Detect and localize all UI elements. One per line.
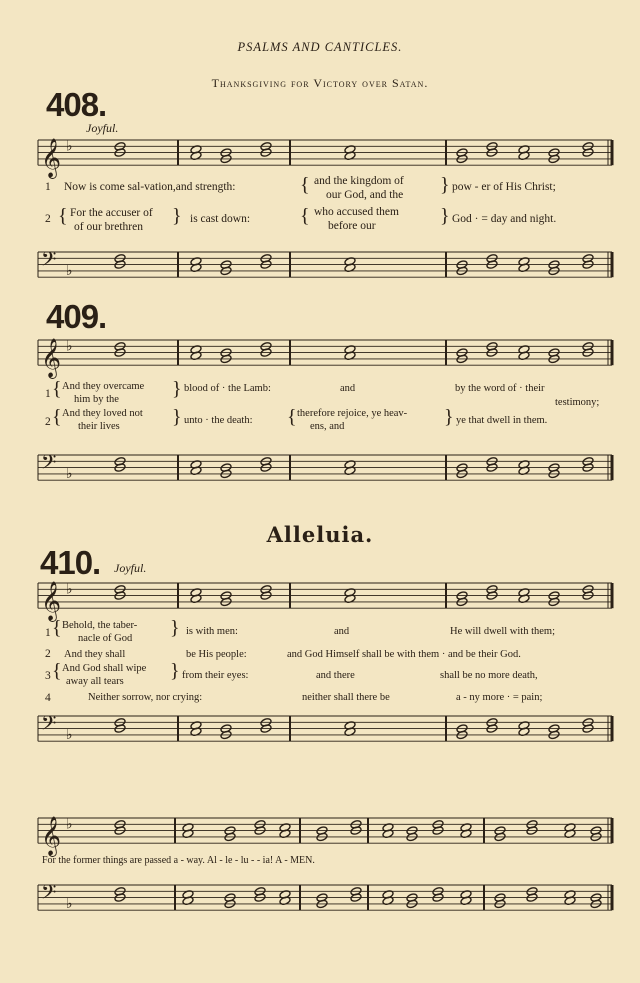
lyric-line: And God shall wipe — [62, 663, 147, 674]
bass-clef-icon: 𝄢 — [41, 880, 57, 909]
lyric-line: And they overcame — [62, 381, 145, 392]
lyric-line: is cast down: — [190, 213, 251, 225]
verse-number: 3 — [45, 670, 51, 682]
treble-clef-icon: 𝄞 — [41, 581, 62, 622]
lyric-line: pow - er of His Christ; — [452, 181, 556, 193]
lyric-line: away all tears — [66, 676, 124, 687]
brace: } — [170, 660, 180, 682]
section-title-alleluia: Alleluia. — [266, 522, 374, 547]
lyric-line: from their eyes: — [182, 670, 249, 681]
brace: { — [52, 617, 62, 639]
bass-clef-icon: 𝄢 — [41, 450, 57, 479]
lyric-line: ens, and — [310, 421, 345, 432]
lyric-line: Now is come sal-vation,and strength: — [64, 181, 236, 193]
lyric-line: unto · the death: — [184, 415, 253, 426]
brace: } — [172, 378, 182, 400]
brace: } — [444, 406, 454, 428]
lyric-line: He will dwell with them; — [450, 626, 555, 637]
lyric-line: and there — [316, 670, 355, 681]
lyric-line: before our — [328, 220, 376, 232]
chant-number-408: 408. — [46, 86, 107, 123]
brace: } — [170, 617, 180, 639]
brace: } — [172, 406, 182, 428]
lyric-line: Neither sorrow, nor crying: — [88, 692, 203, 703]
brace: { — [52, 378, 62, 400]
brace: { — [300, 205, 310, 227]
lyric-line: And they shall — [64, 649, 126, 660]
lyric-line: nacle of God — [78, 633, 133, 644]
treble-clef-icon: 𝄞 — [41, 138, 62, 179]
flat-sign-icon: ♭ — [66, 262, 73, 279]
brace: } — [440, 174, 450, 196]
verse-number: 2 — [45, 416, 51, 428]
verse-number: 1 — [45, 388, 51, 400]
lyric-line: and — [340, 383, 356, 394]
treble-clef-icon: 𝄞 — [41, 816, 62, 857]
flat-sign-icon: ♭ — [66, 581, 73, 598]
flat-sign-icon: ♭ — [66, 465, 73, 482]
lyric-line: and the kingdom of — [314, 175, 404, 187]
lyric-line: and — [334, 626, 350, 637]
brace: { — [300, 174, 310, 196]
brace: { — [287, 406, 297, 428]
flat-sign-icon: ♭ — [66, 138, 73, 155]
lyric-line: our God, and the — [326, 189, 404, 201]
lyric-line: blood of · the Lamb: — [184, 383, 271, 394]
lyric-line: ye that dwell in them. — [456, 415, 548, 426]
chant-number-409: 409. — [46, 298, 107, 335]
lyric-line: be His people: — [186, 649, 247, 660]
lyric-line: by the word of · their — [455, 383, 545, 394]
treble-clef-icon: 𝄞 — [41, 338, 62, 379]
verse-number: 2 — [45, 648, 51, 660]
lyric-line: therefore rejoice, ye heav- — [297, 408, 408, 419]
lyric-line: is with men: — [186, 626, 238, 637]
hymn-subtitle: Thanksgiving for Victory over Satan. — [211, 76, 429, 90]
chant-number-410: 410. — [40, 544, 101, 581]
lyric-line: testimony; — [555, 397, 600, 408]
bass-clef-icon: 𝄢 — [41, 247, 57, 276]
brace: } — [172, 205, 182, 227]
flat-sign-icon: ♭ — [66, 726, 73, 743]
flat-sign-icon: ♭ — [66, 895, 73, 912]
tempo-mark-410: Joyful. — [114, 561, 147, 575]
brace: } — [440, 205, 450, 227]
lyric-line: of our brethren — [74, 221, 143, 233]
verse-number: 1 — [45, 181, 51, 193]
brace: { — [58, 205, 68, 227]
lyric-line: who accused them — [314, 206, 399, 218]
lyric-line: God · = day and night. — [452, 213, 557, 225]
verse-number: 4 — [45, 692, 51, 704]
bass-clef-icon: 𝄢 — [41, 711, 57, 740]
lyric-line: For the accuser of — [70, 207, 153, 219]
lyric-line: neither shall there be — [302, 692, 390, 703]
brace: { — [52, 406, 62, 428]
running-title: PSALMS AND CANTICLES. — [237, 40, 403, 54]
brace: { — [52, 660, 62, 682]
tempo-mark-408: Joyful. — [86, 121, 119, 135]
lyric-line: a - ny more · = pain; — [456, 692, 543, 703]
lyric-line: Behold, the taber- — [62, 620, 138, 631]
lyric-line: their lives — [78, 421, 120, 432]
lyric-line: shall be no more death, — [440, 670, 538, 681]
verse-number: 1 — [45, 627, 51, 639]
lyric-line: him by the — [74, 394, 119, 405]
ending-lyric-line: For the former things are passed a - way. Al - le - lu - - ia! A - MEN. — [42, 855, 315, 866]
flat-sign-icon: ♭ — [66, 338, 73, 355]
flat-sign-icon: ♭ — [66, 816, 73, 833]
lyric-line: and God Himself shall be with them · and be their God. — [287, 649, 521, 660]
verse-number: 2 — [45, 213, 51, 225]
lyric-line: And they loved not — [62, 408, 143, 419]
